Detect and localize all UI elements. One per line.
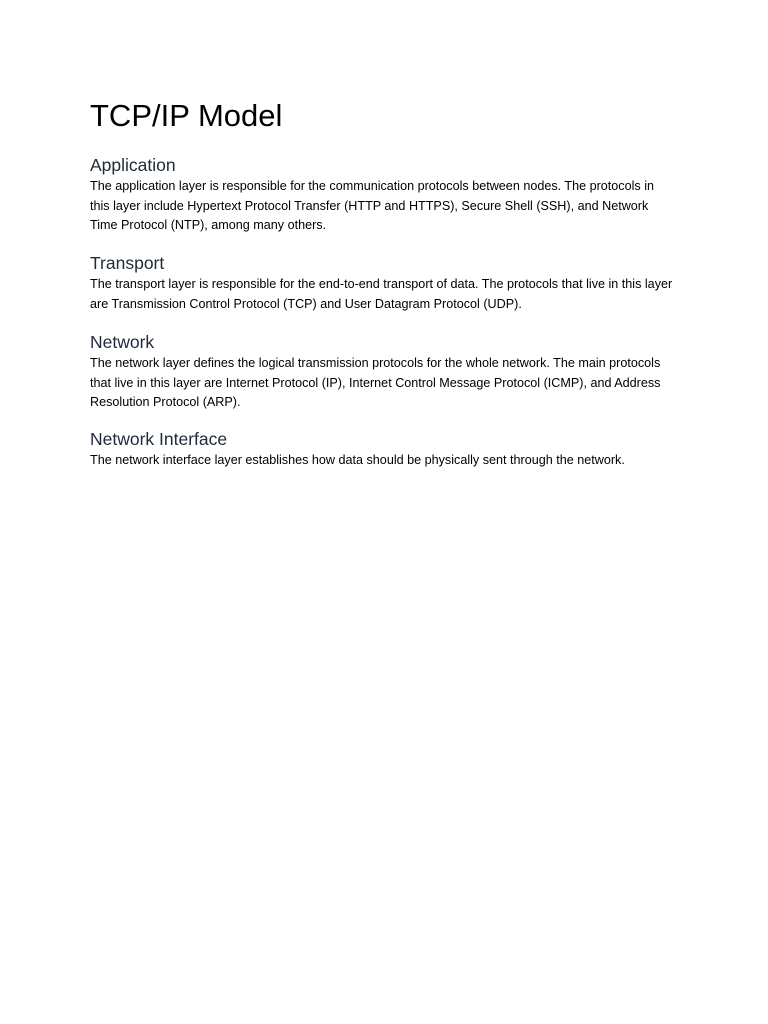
section-heading-application: Application <box>90 155 176 175</box>
section-body-application: The application layer is responsible for the communication protocols between nodes. The protocols in this layer include Hypertext Protocol Transfer (HTTP and HTTPS), Secure Shell (SSH), and Network Time Protocol (NTP), among many others. <box>90 179 655 232</box>
section-network-interface <box>90 427 675 471</box>
section-network <box>90 330 675 413</box>
page-title: TCP/IP Model <box>90 98 283 133</box>
section-application <box>90 153 675 236</box>
section-body-network-interface: The network interface layer establishes how data should be physically sent through the network. <box>90 453 625 467</box>
section-transport <box>90 251 675 314</box>
section-body-network: The network layer defines the logical transmission protocols for the whole network. The main protocols that live in this layer are Internet Protocol (IP), Internet Control Message Protocol (ICMP), and Address Resolution Protocol (ARP). <box>90 356 661 409</box>
section-heading-transport: Transport <box>90 253 165 273</box>
section-body-transport: The transport layer is responsible for the end-to-end transport of data. The protocols that live in this layer are Transmission Control Protocol (TCP) and User Datagram Protocol (UDP). <box>90 277 673 311</box>
section-heading-network: Network <box>90 332 155 352</box>
section-heading-network-interface: Network Interface <box>90 429 228 449</box>
